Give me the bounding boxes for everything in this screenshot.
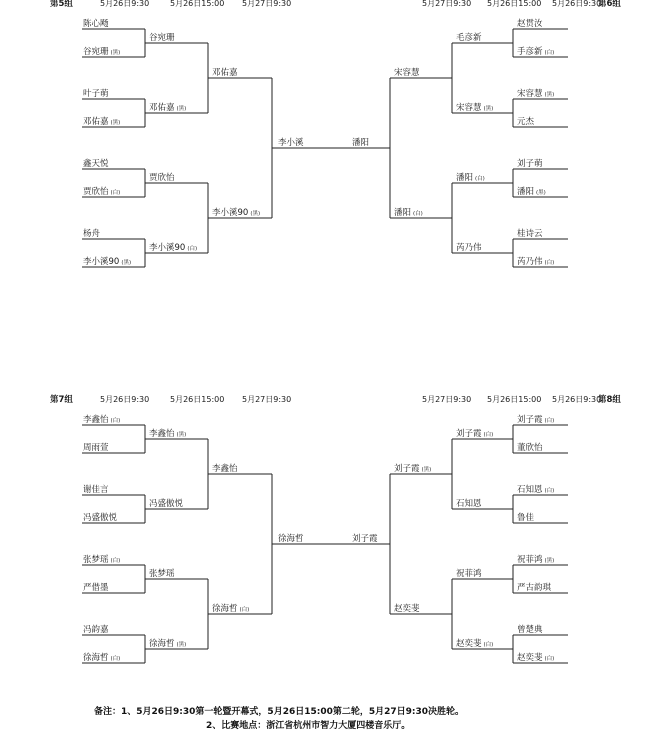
g5-winner: 李小溪 (278, 138, 304, 148)
g8-r1-player: 刘子霞 (白) (517, 415, 555, 425)
g6-winner: 潘阳 (352, 138, 370, 148)
g7-r2-player: 徐海哲 (黑) (149, 639, 187, 649)
g7-r3-player: 李鑫怡 (212, 464, 238, 474)
g8-r1-player: 石知恩 (白) (517, 485, 555, 495)
g5-r1-player: 鑫天悦 (83, 159, 109, 169)
g5-r1-player: 叶子萌 (83, 89, 109, 99)
g5-r1-player: 邓佑嘉 (黑) (83, 117, 121, 127)
g7-r1-player: 冯韵嘉 (83, 625, 109, 635)
g7-title: 第7组 (50, 395, 73, 405)
g8-r1-player: 曾楚典 (517, 625, 543, 635)
g6-r1-player: 芮乃伟 (白) (517, 257, 555, 267)
g6-r3-player: 潘阳 (白) (394, 208, 423, 218)
g5-r2-player: 邓佑嘉 (黑) (149, 103, 187, 113)
g7-r1-player: 谢佳言 (83, 485, 109, 495)
remark-line-1: 备注：1、5月26日9:30第一轮暨开幕式，5月26日15:00第二轮，5月27日9:30决胜轮。 (94, 707, 465, 717)
g7-r2-player: 张梦瑶 (149, 569, 175, 579)
g6-r1-player: 桂诗云 (517, 229, 543, 239)
g6-r1-player: 元杰 (517, 117, 535, 127)
g7-winner: 徐海哲 (278, 534, 304, 544)
g8-round-date-3: 5月26日9:30 (552, 395, 602, 404)
g8-title: 第8组 (598, 395, 621, 405)
g7-r1-player: 徐海哲 (白) (83, 653, 121, 663)
g5-title: 第5组 (50, 0, 73, 9)
g5-r1-player: 谷宛珊 (黑) (83, 47, 121, 57)
g6-title: 第6组 (598, 0, 621, 9)
g6-r1-player: 潘阳 (黑) (517, 187, 546, 197)
g7-r2-player: 李鑫怡 (黑) (149, 429, 187, 439)
g6-r2-player: 芮乃伟 (456, 243, 482, 253)
g8-r2-player: 祝菲鸿 (456, 569, 482, 579)
remarks (94, 705, 464, 733)
g8-round-date-1: 5月27日9:30 (422, 395, 472, 404)
g6-r2-player: 宋容慧 (黑) (456, 103, 494, 113)
g5-r2-player: 李小溪90 (白) (149, 243, 198, 253)
g5-r3-player: 李小溪90 (黑) (212, 208, 261, 218)
g7-round-date-2: 5月26日15:00 (170, 395, 225, 404)
g6-round-date-2: 5月26日15:00 (487, 0, 542, 8)
g5-round-date-2: 5月26日15:00 (170, 0, 225, 8)
g6-r1-player: 刘子萌 (517, 159, 543, 169)
g6-r2-player: 毛彦新 (456, 33, 482, 43)
g8-r3-player: 刘子霞 (黑) (394, 464, 432, 474)
g5-r1-player: 陈心飏 (83, 19, 109, 29)
g8-r2-player: 石知恩 (456, 499, 482, 509)
g7-r1-player: 严借墨 (83, 583, 109, 593)
g5-r1-player: 杨舟 (83, 229, 101, 239)
g6-r1-player: 宋容慧 (黑) (517, 89, 555, 99)
g5-r3-player: 邓佑嘉 (212, 68, 238, 78)
g8-r1-player: 祝菲鸿 (黑) (517, 555, 555, 565)
g7-r1-player: 冯盛傲悦 (83, 513, 118, 523)
g5-r1-player: 贾欣怡 (白) (83, 187, 121, 197)
g7-round-date-3: 5月27日9:30 (242, 395, 292, 404)
g8-r1-player: 董欣怡 (517, 443, 543, 453)
g8-r1-player: 赵奕斐 (白) (517, 653, 555, 663)
g8-r1-player: 鲁佳 (517, 513, 535, 523)
g7-round-date-1: 5月26日9:30 (100, 395, 150, 404)
g8-r3-player: 赵奕斐 (394, 604, 420, 614)
g7-r3-player: 徐海哲 (白) (212, 604, 250, 614)
g8-r2-player: 赵奕斐 (白) (456, 639, 494, 649)
g5-round-date-3: 5月27日9:30 (242, 0, 292, 8)
g5-round-date-1: 5月26日9:30 (100, 0, 150, 8)
remark-line-2: 2、比赛地点：浙江省杭州市智力大厦四楼音乐厅。 (206, 721, 411, 731)
g8-r2-player: 刘子霞 (白) (456, 429, 494, 439)
g7-r2-player: 冯盛傲悦 (149, 499, 184, 509)
g6-round-date-3: 5月26日9:30 (552, 0, 602, 8)
g5-r2-player: 贾欣怡 (149, 173, 175, 183)
g6-r2-player: 潘阳 (白) (456, 173, 485, 183)
g8-round-date-2: 5月26日15:00 (487, 395, 542, 404)
g7-r1-player: 李鑫怡 (白) (83, 415, 121, 425)
g6-r1-player: 手彦新 (白) (517, 47, 555, 57)
g7-r1-player: 张梦瑶 (白) (83, 555, 121, 565)
g6-round-date-1: 5月27日9:30 (422, 0, 472, 8)
g6-r3-player: 宋容慧 (394, 68, 420, 78)
g6-r1-player: 赵贯汝 (517, 19, 543, 29)
g5-r2-player: 谷宛珊 (149, 33, 175, 43)
g8-winner: 刘子霞 (352, 534, 378, 544)
g5-r1-player: 李小溪90 (黑) (83, 257, 132, 267)
g7-r1-player: 周雨萱 (83, 443, 109, 453)
g8-r1-player: 严古韵琪 (517, 583, 552, 593)
